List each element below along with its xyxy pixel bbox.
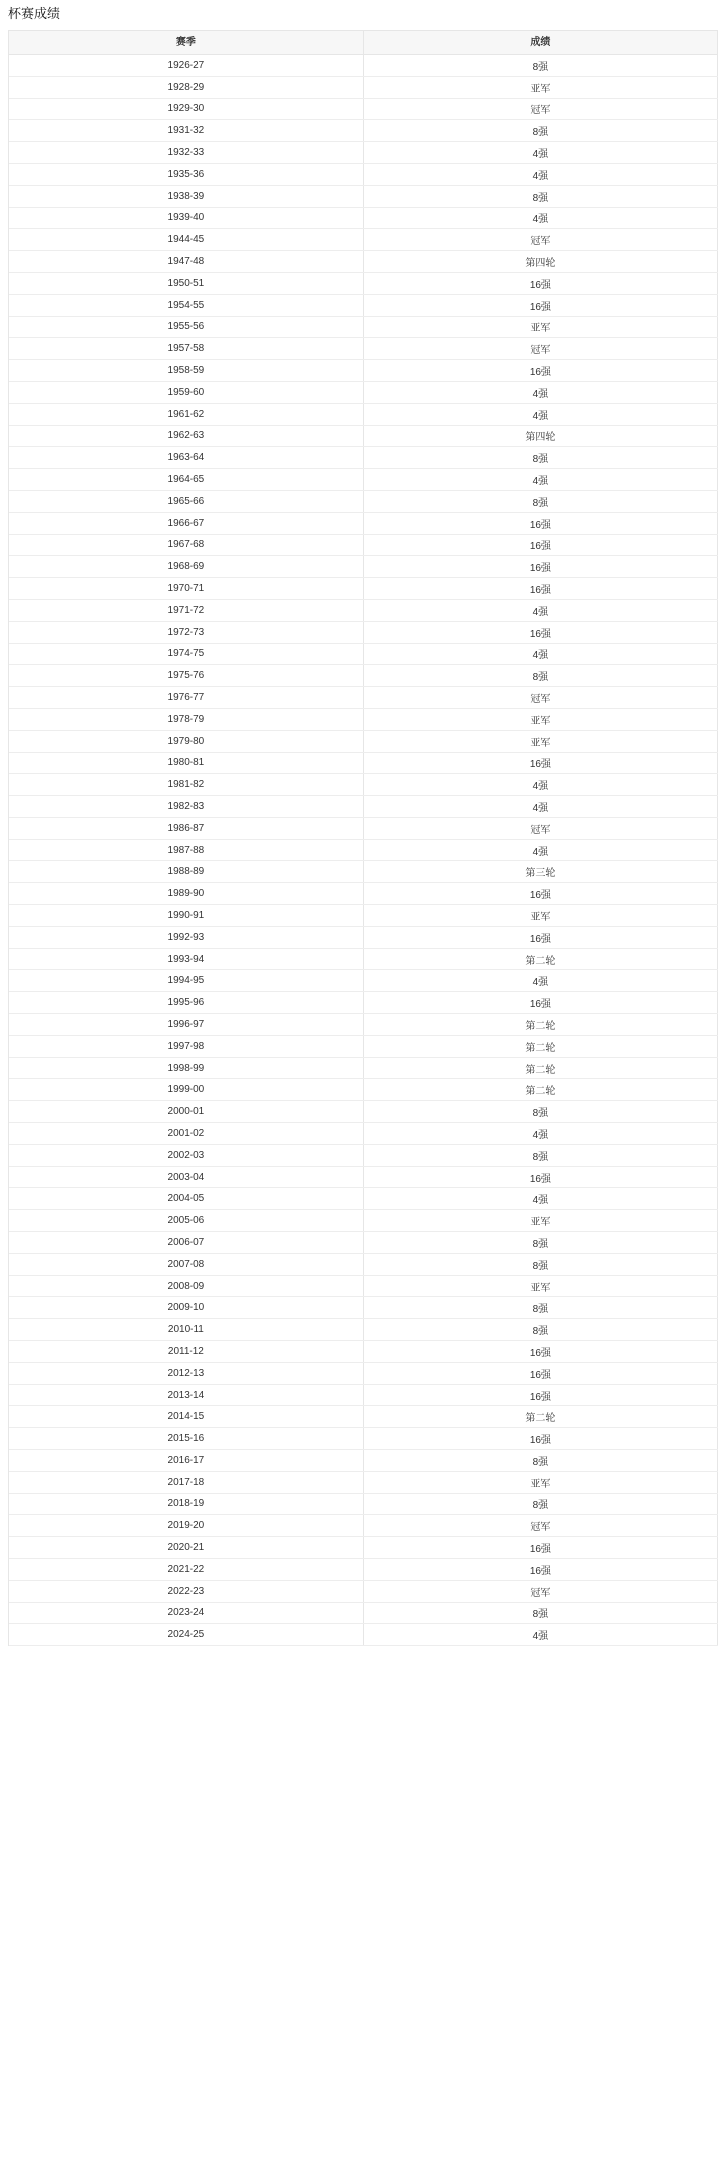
cell-season: 2016-17	[9, 1450, 363, 1472]
cell-season: 1999-00	[9, 1079, 363, 1101]
cell-result: 8强	[363, 185, 717, 207]
cell-season: 2008-09	[9, 1275, 363, 1297]
cell-result: 4强	[363, 796, 717, 818]
cell-result: 16强	[363, 1166, 717, 1188]
table-row	[9, 381, 718, 403]
cell-season: 2015-16	[9, 1428, 363, 1450]
cell-season: 1955-56	[9, 316, 363, 338]
cell-season: 1932-33	[9, 142, 363, 164]
cell-season: 1958-59	[9, 360, 363, 382]
table-row	[9, 163, 718, 185]
cell-season: 2021-22	[9, 1558, 363, 1580]
table-row	[9, 1341, 718, 1363]
table-row	[9, 229, 718, 251]
cell-result: 4强	[363, 839, 717, 861]
cell-season: 2004-05	[9, 1188, 363, 1210]
cell-result: 8强	[363, 1602, 717, 1624]
cell-season: 1957-58	[9, 338, 363, 360]
cell-season: 1981-82	[9, 774, 363, 796]
table-row	[9, 556, 718, 578]
cell-season: 1961-62	[9, 403, 363, 425]
table-row	[9, 1166, 718, 1188]
cell-result: 16强	[363, 1537, 717, 1559]
cell-result: 16强	[363, 578, 717, 600]
cell-result: 8强	[363, 665, 717, 687]
cell-season: 1962-63	[9, 425, 363, 447]
table-row	[9, 534, 718, 556]
cell-season: 1944-45	[9, 229, 363, 251]
cell-result: 8强	[363, 447, 717, 469]
cell-result: 16强	[363, 621, 717, 643]
cell-result: 4强	[363, 381, 717, 403]
table-row	[9, 817, 718, 839]
table-row	[9, 643, 718, 665]
cell-result: 冠军	[363, 229, 717, 251]
cell-result: 第三轮	[363, 861, 717, 883]
table-row	[9, 1558, 718, 1580]
table-row	[9, 752, 718, 774]
cell-season: 2010-11	[9, 1319, 363, 1341]
table-row	[9, 512, 718, 534]
cell-result: 4强	[363, 1188, 717, 1210]
cell-season: 2009-10	[9, 1297, 363, 1319]
table-row	[9, 839, 718, 861]
cell-season: 2005-06	[9, 1210, 363, 1232]
table-row	[9, 98, 718, 120]
cell-result: 第四轮	[363, 251, 717, 273]
cell-result: 冠军	[363, 817, 717, 839]
cell-season: 1998-99	[9, 1057, 363, 1079]
cell-season: 1935-36	[9, 163, 363, 185]
table-row	[9, 948, 718, 970]
table-row	[9, 272, 718, 294]
table-row	[9, 599, 718, 621]
table-row	[9, 1406, 718, 1428]
table-row	[9, 992, 718, 1014]
table-row	[9, 142, 718, 164]
table-row	[9, 207, 718, 229]
table-row	[9, 1035, 718, 1057]
cup-results-table	[9, 31, 718, 1646]
cell-season: 1996-97	[9, 1014, 363, 1036]
cell-season: 1987-88	[9, 839, 363, 861]
cell-season: 2024-25	[9, 1624, 363, 1646]
table-row	[9, 1362, 718, 1384]
cell-result: 亚军	[363, 76, 717, 98]
cell-season: 1929-30	[9, 98, 363, 120]
cell-result: 16强	[363, 883, 717, 905]
cell-season: 2007-08	[9, 1253, 363, 1275]
table-row	[9, 1493, 718, 1515]
cell-result: 16强	[363, 992, 717, 1014]
cell-season: 1986-87	[9, 817, 363, 839]
table-row	[9, 774, 718, 796]
cell-season: 1979-80	[9, 730, 363, 752]
cell-result: 16强	[363, 534, 717, 556]
cell-result: 亚军	[363, 730, 717, 752]
cell-result: 冠军	[363, 98, 717, 120]
cell-result: 4强	[363, 403, 717, 425]
cell-result: 8强	[363, 1297, 717, 1319]
cell-result: 冠军	[363, 1580, 717, 1602]
table-row	[9, 294, 718, 316]
cell-result: 4强	[363, 970, 717, 992]
cell-season: 1931-32	[9, 120, 363, 142]
cell-result: 第二轮	[363, 1406, 717, 1428]
cell-result: 第二轮	[363, 1079, 717, 1101]
table-row	[9, 1580, 718, 1602]
cell-result: 16强	[363, 752, 717, 774]
cell-result: 4强	[363, 599, 717, 621]
column-header-result: 成绩	[363, 31, 717, 55]
cell-result: 4强	[363, 1624, 717, 1646]
cell-season: 1947-48	[9, 251, 363, 273]
cell-season: 1993-94	[9, 948, 363, 970]
cell-season: 1950-51	[9, 272, 363, 294]
cell-season: 1990-91	[9, 905, 363, 927]
cell-result: 8强	[363, 1450, 717, 1472]
cell-result: 4强	[363, 142, 717, 164]
table-row	[9, 120, 718, 142]
cell-result: 16强	[363, 512, 717, 534]
table-row	[9, 360, 718, 382]
cell-result: 亚军	[363, 1471, 717, 1493]
cell-season: 2019-20	[9, 1515, 363, 1537]
cell-result: 第二轮	[363, 1035, 717, 1057]
table-row	[9, 1210, 718, 1232]
table-header-row	[9, 31, 718, 55]
cell-season: 1978-79	[9, 708, 363, 730]
table-header	[9, 31, 718, 55]
table-row	[9, 1450, 718, 1472]
table-row	[9, 1079, 718, 1101]
table-row	[9, 338, 718, 360]
cell-result: 亚军	[363, 1275, 717, 1297]
table-row	[9, 403, 718, 425]
table-row	[9, 1275, 718, 1297]
cell-season: 1967-68	[9, 534, 363, 556]
table-row	[9, 861, 718, 883]
cell-season: 2020-21	[9, 1537, 363, 1559]
cell-season: 1975-76	[9, 665, 363, 687]
cell-season: 1980-81	[9, 752, 363, 774]
cell-season: 1974-75	[9, 643, 363, 665]
cell-result: 8强	[363, 1144, 717, 1166]
table-row	[9, 665, 718, 687]
cell-season: 1995-96	[9, 992, 363, 1014]
table-row	[9, 796, 718, 818]
cell-result: 8强	[363, 1232, 717, 1254]
table-row	[9, 1384, 718, 1406]
cell-season: 2000-01	[9, 1101, 363, 1123]
cell-season: 1976-77	[9, 687, 363, 709]
cell-season: 1963-64	[9, 447, 363, 469]
page-title: 杯赛成绩	[8, 6, 61, 21]
cell-season: 2014-15	[9, 1406, 363, 1428]
cell-result: 8强	[363, 1253, 717, 1275]
cell-season: 1926-27	[9, 55, 363, 77]
cell-result: 4强	[363, 774, 717, 796]
cell-result: 4强	[363, 1123, 717, 1145]
cell-result: 16强	[363, 556, 717, 578]
cell-result: 第四轮	[363, 425, 717, 447]
cell-result: 4强	[363, 643, 717, 665]
cell-result: 8强	[363, 1493, 717, 1515]
cell-season: 2018-19	[9, 1493, 363, 1515]
cell-result: 16强	[363, 272, 717, 294]
table-row	[9, 76, 718, 98]
table-row	[9, 447, 718, 469]
table-row	[9, 185, 718, 207]
cell-season: 1972-73	[9, 621, 363, 643]
cell-season: 1994-95	[9, 970, 363, 992]
cell-season: 1971-72	[9, 599, 363, 621]
table-row	[9, 905, 718, 927]
table-row	[9, 425, 718, 447]
cell-season: 1989-90	[9, 883, 363, 905]
cell-season: 2012-13	[9, 1362, 363, 1384]
table-body	[9, 55, 718, 1646]
cell-season: 1928-29	[9, 76, 363, 98]
cell-result: 16强	[363, 294, 717, 316]
table-row	[9, 883, 718, 905]
cell-result: 16强	[363, 1362, 717, 1384]
table-row	[9, 970, 718, 992]
cell-result: 亚军	[363, 316, 717, 338]
cell-season: 2017-18	[9, 1471, 363, 1493]
table-row	[9, 316, 718, 338]
cell-season: 1938-39	[9, 185, 363, 207]
cell-season: 1968-69	[9, 556, 363, 578]
table-row	[9, 1319, 718, 1341]
table-row	[9, 1101, 718, 1123]
cell-season: 2002-03	[9, 1144, 363, 1166]
cell-result: 第二轮	[363, 1057, 717, 1079]
table-row	[9, 578, 718, 600]
table-row	[9, 730, 718, 752]
cell-result: 亚军	[363, 1210, 717, 1232]
cell-season: 1954-55	[9, 294, 363, 316]
table-row	[9, 1602, 718, 1624]
table-row	[9, 1232, 718, 1254]
cell-season: 1939-40	[9, 207, 363, 229]
table-row	[9, 708, 718, 730]
cell-season: 2011-12	[9, 1341, 363, 1363]
table-row	[9, 1297, 718, 1319]
column-header-season: 赛季	[9, 31, 363, 55]
cell-season: 1997-98	[9, 1035, 363, 1057]
table-row	[9, 1428, 718, 1450]
table-row	[9, 687, 718, 709]
cell-season: 1959-60	[9, 381, 363, 403]
cell-season: 1988-89	[9, 861, 363, 883]
table-row	[9, 1253, 718, 1275]
table-row	[9, 1537, 718, 1559]
table-row	[9, 1624, 718, 1646]
cell-result: 16强	[363, 1384, 717, 1406]
table-row	[9, 926, 718, 948]
cell-season: 1964-65	[9, 469, 363, 491]
table-row	[9, 1144, 718, 1166]
cell-season: 2003-04	[9, 1166, 363, 1188]
table-row	[9, 1515, 718, 1537]
table-row	[9, 469, 718, 491]
cell-season: 2001-02	[9, 1123, 363, 1145]
cup-results-table-container	[8, 30, 718, 1646]
cell-season: 2022-23	[9, 1580, 363, 1602]
cell-result: 冠军	[363, 1515, 717, 1537]
cell-result: 16强	[363, 1428, 717, 1450]
cell-result: 第二轮	[363, 948, 717, 970]
cell-season: 1966-67	[9, 512, 363, 534]
cell-season: 1982-83	[9, 796, 363, 818]
cell-season: 1965-66	[9, 490, 363, 512]
cell-result: 16强	[363, 1558, 717, 1580]
cell-season: 2006-07	[9, 1232, 363, 1254]
cell-season: 1992-93	[9, 926, 363, 948]
cell-season: 2023-24	[9, 1602, 363, 1624]
cell-result: 8强	[363, 490, 717, 512]
cell-result: 冠军	[363, 687, 717, 709]
cell-season: 1970-71	[9, 578, 363, 600]
table-row	[9, 55, 718, 77]
cell-result: 冠军	[363, 338, 717, 360]
cell-result: 第二轮	[363, 1014, 717, 1036]
table-row	[9, 1188, 718, 1210]
cell-result: 16强	[363, 926, 717, 948]
cell-result: 4强	[363, 469, 717, 491]
cell-result: 16强	[363, 360, 717, 382]
cell-result: 8强	[363, 120, 717, 142]
cell-season: 2013-14	[9, 1384, 363, 1406]
table-row	[9, 1014, 718, 1036]
cell-result: 8强	[363, 55, 717, 77]
table-row	[9, 1471, 718, 1493]
cell-result: 16强	[363, 1341, 717, 1363]
table-row	[9, 621, 718, 643]
table-row	[9, 490, 718, 512]
table-row	[9, 1123, 718, 1145]
cell-result: 亚军	[363, 708, 717, 730]
cell-result: 4强	[363, 207, 717, 229]
table-row	[9, 251, 718, 273]
cell-result: 8强	[363, 1101, 717, 1123]
table-row	[9, 1057, 718, 1079]
cell-result: 4强	[363, 163, 717, 185]
cell-result: 8强	[363, 1319, 717, 1341]
cell-result: 亚军	[363, 905, 717, 927]
